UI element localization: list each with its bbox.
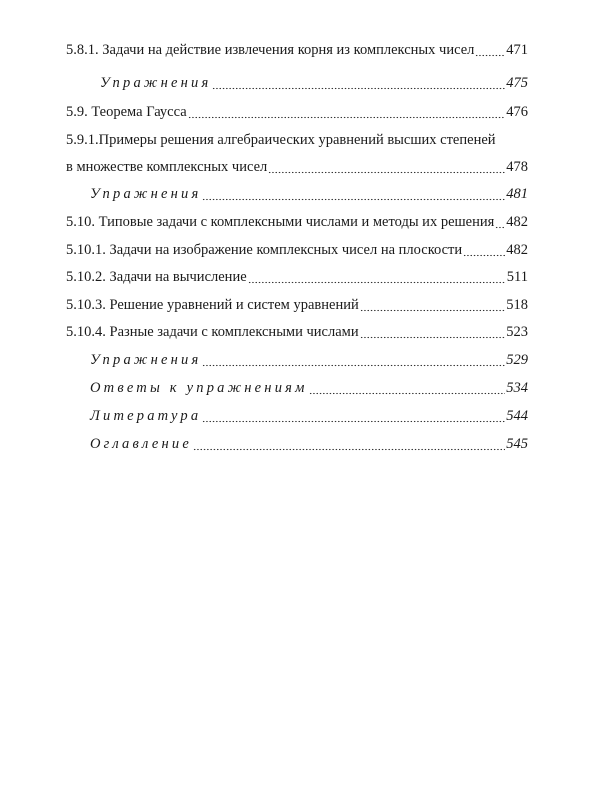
toc-entry-title: 5.8.1. Задачи на действие извлечения корня из комплексных чисел (66, 42, 475, 58)
toc-entry-title: 5.9.1.Примеры решения алгебраических уравнений высших степеней (66, 132, 496, 148)
toc-entry-page: 482 (506, 214, 528, 230)
toc-entry-page: 481 (506, 186, 528, 202)
toc-entry (66, 434, 528, 454)
dot-leader (202, 350, 505, 370)
dot-leader (193, 434, 505, 454)
toc-entry-page: 476 (506, 104, 528, 120)
toc-entry (66, 40, 528, 60)
dot-leader (360, 295, 506, 315)
toc-entry-page: 529 (506, 352, 528, 368)
toc-entry-page: 475 (506, 75, 528, 91)
dot-leader (475, 40, 505, 60)
toc-entry-page: 534 (506, 380, 528, 396)
toc-entry-title: 5.9. Теорема Гаусса (66, 104, 187, 120)
toc-entry-page: 523 (506, 324, 528, 340)
toc-entry (66, 73, 528, 93)
toc-entry-page: 518 (506, 297, 528, 313)
toc-entry (66, 130, 528, 150)
toc-entry-page: 544 (506, 408, 528, 424)
toc-entry-title: Литература (90, 408, 202, 424)
dot-leader (268, 157, 505, 177)
dot-leader (248, 267, 506, 287)
dot-leader (202, 184, 505, 204)
toc-entry (66, 406, 528, 426)
dot-leader (188, 102, 506, 122)
toc-entry-title: 5.10.4. Разные задачи с комплексными числами (66, 324, 359, 340)
toc-entry-title: 5.10.1. Задачи на изображение комплексных чисел на плоскости (66, 242, 463, 258)
dot-leader (309, 378, 506, 398)
toc-entry-page: 471 (506, 42, 528, 58)
toc-entry (66, 295, 528, 315)
toc-entry-title: 5.10.3. Решение уравнений и систем уравнений (66, 297, 359, 313)
dot-leader (360, 322, 506, 342)
toc-entry-title: Упражнения (100, 75, 212, 91)
toc-entry-title: Ответы к упражнениям (90, 380, 308, 396)
toc-entry-page: 545 (506, 436, 528, 452)
toc-entry (66, 157, 528, 177)
toc-entry-title: Упражнения (90, 186, 202, 202)
toc-entry-title: Упражнения (90, 352, 202, 368)
toc-entry-page: 511 (506, 269, 528, 285)
toc-entry-title: 5.10.2. Задачи на вычисление (66, 269, 247, 285)
toc-entry (66, 378, 528, 398)
toc-entry (66, 267, 528, 287)
toc-entry (66, 184, 528, 204)
toc-entry (66, 322, 528, 342)
dot-leader (495, 212, 505, 232)
toc-entry (66, 212, 528, 232)
dot-leader (212, 73, 505, 93)
toc-entry-title: Оглавление (90, 436, 192, 452)
toc-entry (66, 240, 528, 260)
toc-entry-title: в множестве комплексных чисел (66, 159, 268, 175)
toc-entry-page: 478 (506, 159, 528, 175)
dot-leader (202, 406, 505, 426)
toc-entry-title: 5.10. Типовые задачи с комплексными числами и методы их решения (66, 214, 495, 230)
dot-leader (463, 240, 505, 260)
toc-entry (66, 102, 528, 122)
toc-entry (66, 350, 528, 370)
toc-entry-page: 482 (506, 242, 528, 258)
